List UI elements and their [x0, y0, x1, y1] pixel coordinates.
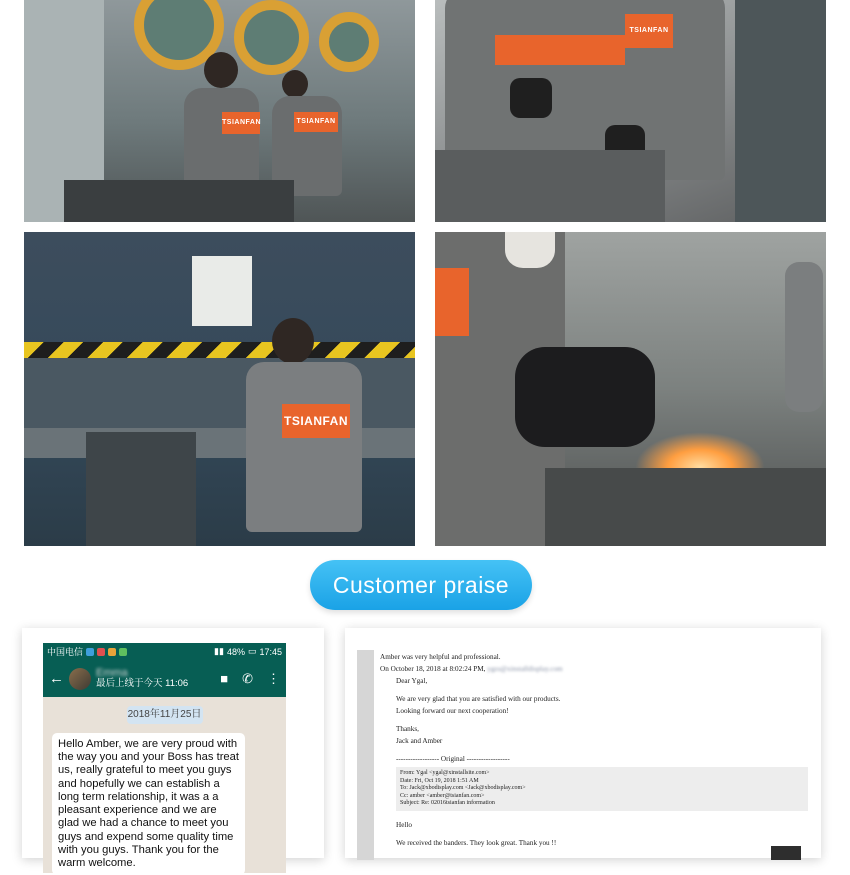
email-line: Looking forward our next cooperation!: [396, 707, 509, 715]
vest-logo: TSIANFAN: [222, 112, 260, 134]
whatsapp-screenshot: [43, 643, 286, 873]
worker-head: [282, 70, 308, 98]
worker-head: [204, 52, 238, 88]
attachment-thumbnail[interactable]: [771, 846, 801, 860]
factory-photo-grinding: [435, 232, 826, 546]
thanks-line: Thanks,: [396, 725, 419, 733]
chat-testimonial-card: [22, 628, 324, 869]
greeting: Dear Ygal,: [396, 677, 428, 685]
work-table: [545, 468, 826, 546]
vest-logo: TSIANFAN: [625, 14, 673, 48]
chat-header: [43, 660, 286, 697]
worker-head: [272, 318, 314, 364]
signal-icon: ▮▮: [214, 646, 224, 656]
background-machinery: [735, 0, 826, 222]
contact-info[interactable]: [96, 667, 215, 691]
gas-cylinder: [785, 262, 823, 412]
battery-icon: ▭: [247, 646, 257, 656]
clock: 17:45: [259, 646, 282, 657]
notification-icon: [97, 648, 105, 656]
video-call-icon[interactable]: ■: [220, 670, 229, 686]
chat-message: Hello Amber, we are very proud with the way you and your Boss has treat us, really grateful to meet you guys and hopefully we can establish a long term relationship, it was a a pleasant experience and we are glad we had a chance to meet you guys and expend some quality time with you guys. Thank you for the warm welcome.: [52, 733, 245, 875]
carrier-label: 中国电信: [47, 647, 84, 657]
header-to: To: Jack@xbodisplay.com <Jack@xbodisplay.com>: [400, 785, 526, 791]
notification-icon: [108, 648, 116, 656]
face-mask: [505, 232, 555, 268]
phone-call-icon[interactable]: ✆: [242, 670, 253, 686]
steel-stand: [86, 432, 196, 546]
email-testimonial-card: [345, 628, 821, 858]
vest-logo: TSIANFAN: [294, 112, 338, 132]
original-divider: ------------------ Original ------------------: [396, 755, 510, 763]
worker-body: [246, 362, 362, 532]
header-date: Date: Fri, Oct 19, 2018 1:51 AM: [400, 777, 479, 784]
factory-photo-punch-press: [24, 0, 415, 222]
glove: [510, 78, 552, 118]
battery-level: 48%: [226, 646, 245, 657]
customer-praise-button[interactable]: Customer praise: [310, 560, 532, 610]
header-from: From: Ygal <ygal@xinstallsite.com>: [400, 770, 490, 776]
hazard-stripe: [24, 342, 415, 358]
vest-orange-stripe: [495, 35, 625, 65]
email-intro: Amber was very helpful and professional.: [380, 653, 501, 661]
notification-icon: [86, 648, 94, 656]
factory-photo-press-brake: [24, 232, 415, 546]
black-sleeve: [515, 347, 655, 447]
notification-icon: [119, 648, 127, 656]
last-seen: 最后上线于今天 11:06: [96, 678, 189, 690]
back-arrow-icon[interactable]: ←: [49, 670, 64, 687]
quote-header: On October 18, 2018 at 8:02:24 PM, ygzs@xinstalldisplay.com: [380, 665, 563, 673]
avatar[interactable]: [69, 668, 91, 690]
steel-tubes: [435, 150, 665, 222]
original-message-headers: [396, 767, 808, 811]
received-line: We received the banders. They look great. Thank you !!: [396, 838, 557, 847]
date-divider: 2018年11月25日: [127, 706, 203, 724]
more-options-icon[interactable]: ⋮: [267, 670, 280, 686]
vest-orange-stripe: [435, 268, 469, 336]
email-screenshot: [357, 650, 809, 860]
machine-flywheel: [319, 12, 379, 72]
hello-line: Hello: [396, 820, 412, 829]
vest-logo: TSIANFAN: [282, 404, 350, 438]
header-subject: Subject: Re: 02016tsianfan information: [400, 800, 495, 806]
status-bar: [43, 643, 286, 660]
wall-notice: [192, 256, 252, 326]
email-line: We are very glad that you are satisfied with our products.: [396, 695, 561, 703]
quote-sender: ygzs@xinstalldisplay.com: [487, 665, 563, 673]
metal-parts-pile: [64, 180, 294, 222]
header-cc: Cc: amber <amber@tsianfan.com>: [400, 792, 485, 799]
signature: Jack and Amber: [396, 737, 443, 745]
factory-photo-welding: [435, 0, 826, 222]
contact-name: Emma: [96, 666, 128, 679]
machine-flywheel: [234, 0, 309, 75]
